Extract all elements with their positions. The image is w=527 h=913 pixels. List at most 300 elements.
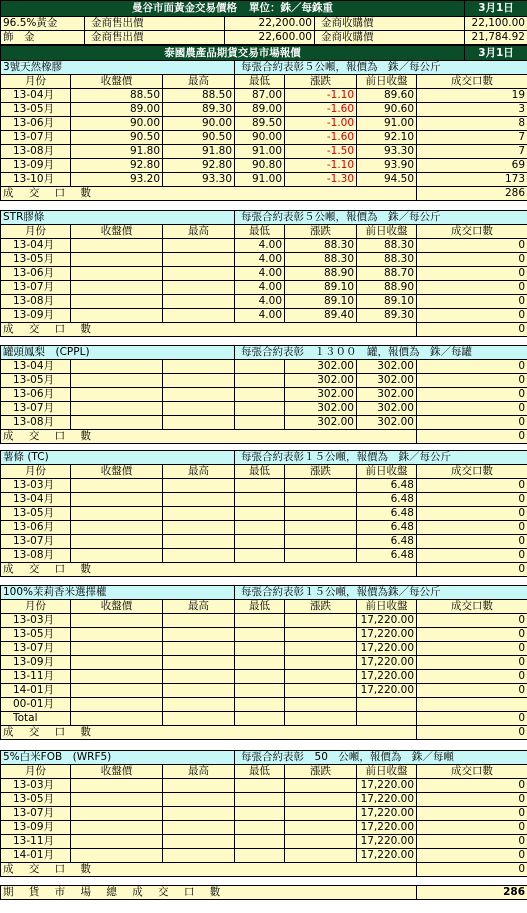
volume-cell: 0 [417, 521, 527, 535]
month-cell: 13-05月 [1, 793, 71, 807]
month-cell: 13-07月 [1, 131, 71, 145]
volume-cell: 69 [417, 159, 527, 173]
high-cell [163, 239, 235, 253]
high-cell [163, 388, 235, 402]
close-cell [71, 628, 163, 642]
low-cell [235, 402, 285, 416]
close-cell [71, 416, 163, 430]
close-cell: 91.80 [71, 145, 163, 159]
month-cell: Total [1, 712, 71, 726]
change-cell [285, 535, 357, 549]
table-row [1, 656, 527, 670]
table-row [1, 779, 527, 793]
close-header: 收盤價 [71, 75, 163, 89]
month-cell: 13-05月 [1, 253, 71, 267]
commodity-table [0, 750, 527, 877]
prev-close-cell: 91.00 [357, 117, 417, 131]
volume-total-row [1, 726, 527, 740]
low-cell [235, 656, 285, 670]
table-row [1, 253, 527, 267]
close-cell: 90.00 [71, 117, 163, 131]
high-cell [163, 670, 235, 684]
month-cell: 13-07月 [1, 281, 71, 295]
section-header-row [1, 751, 527, 765]
change-cell [285, 493, 357, 507]
volume-cell: 0 [417, 835, 527, 849]
grand-total-table [0, 885, 527, 900]
commodity-table [0, 450, 527, 577]
month-cell: 13-08月 [1, 145, 71, 159]
volume-cell: 0 [417, 493, 527, 507]
high-header: 最高 [163, 75, 235, 89]
high-cell [163, 309, 235, 323]
volume-header: 成交口數 [417, 600, 527, 614]
low-cell: 89.50 [235, 117, 285, 131]
close-cell: 92.80 [71, 159, 163, 173]
change-header: 漲跌 [285, 765, 357, 779]
low-cell [235, 416, 285, 430]
month-cell: 13-03月 [1, 614, 71, 628]
sell-label: 金商售出價 [85, 31, 225, 45]
gold-title-row [1, 1, 527, 17]
section-header-row [1, 61, 527, 75]
low-cell [235, 628, 285, 642]
change-cell: 89.40 [285, 309, 357, 323]
high-cell [163, 642, 235, 656]
prev-close-cell: 88.90 [357, 281, 417, 295]
volume-cell [417, 698, 527, 712]
volume-cell: 0 [417, 628, 527, 642]
high-cell [163, 684, 235, 698]
close-cell [71, 281, 163, 295]
change-cell [285, 698, 357, 712]
table-row [1, 103, 527, 117]
month-cell: 13-09月 [1, 821, 71, 835]
table-row [1, 835, 527, 849]
high-cell [163, 281, 235, 295]
low-cell [235, 849, 285, 863]
column-header-row [1, 225, 527, 239]
prev-close-cell: 88.30 [357, 253, 417, 267]
volume-cell: 0 [417, 416, 527, 430]
high-cell: 93.30 [163, 173, 235, 187]
contract-note: 每張合約表彰１５公噸，報價為銖／每公斤 [235, 586, 527, 600]
low-cell [235, 779, 285, 793]
prev-close-cell: 17,220.00 [357, 835, 417, 849]
change-cell [285, 835, 357, 849]
month-cell: 13-06月 [1, 117, 71, 131]
volume-cell: 3 [417, 103, 527, 117]
table-row [1, 807, 527, 821]
prev-close-cell: 92.10 [357, 131, 417, 145]
low-cell [235, 549, 285, 563]
table-row [1, 849, 527, 863]
close-cell [71, 793, 163, 807]
prev-close-cell: 302.00 [357, 360, 417, 374]
low-header: 最低 [235, 765, 285, 779]
table-row [1, 281, 527, 295]
volume-total-row [1, 430, 527, 444]
close-header: 收盤價 [71, 600, 163, 614]
table-row [1, 89, 527, 103]
close-cell: 89.00 [71, 103, 163, 117]
low-cell: 89.00 [235, 103, 285, 117]
volume-cell: 0 [417, 821, 527, 835]
prev-close-cell: 302.00 [357, 388, 417, 402]
commodity-name: 罐頭鳳梨 (CPPL) [1, 346, 235, 360]
month-cell: 13-04月 [1, 89, 71, 103]
commodity-table [0, 60, 527, 201]
high-cell: 89.30 [163, 103, 235, 117]
prev-close-cell: 17,220.00 [357, 656, 417, 670]
high-cell [163, 521, 235, 535]
volume-total-label: 成 交 口 數 [1, 430, 417, 444]
prev-close-cell: 302.00 [357, 416, 417, 430]
high-cell [163, 360, 235, 374]
volume-cell: 0 [417, 779, 527, 793]
volume-cell: 0 [417, 253, 527, 267]
month-cell: 13-05月 [1, 103, 71, 117]
sell-price: 22,600.00 [225, 31, 315, 45]
low-cell [235, 835, 285, 849]
low-cell [235, 807, 285, 821]
prev-close-cell [357, 712, 417, 726]
close-cell [71, 779, 163, 793]
volume-total-label: 成 交 口 數 [1, 563, 417, 577]
volume-cell: 19 [417, 89, 527, 103]
change-cell: -1.60 [285, 131, 357, 145]
change-cell [285, 712, 357, 726]
table-row [1, 684, 527, 698]
prev-close-cell: 89.10 [357, 295, 417, 309]
volume-cell: 0 [417, 807, 527, 821]
low-cell [235, 374, 285, 388]
table-row [1, 374, 527, 388]
high-cell [163, 549, 235, 563]
change-cell [285, 807, 357, 821]
volume-cell: 0 [417, 793, 527, 807]
prev-close-cell: 17,220.00 [357, 642, 417, 656]
volume-cell: 0 [417, 614, 527, 628]
table-row [1, 239, 527, 253]
high-cell [163, 253, 235, 267]
prev-close-header: 前日收盤 [357, 465, 417, 479]
change-cell: -1.10 [285, 159, 357, 173]
prev-close-cell: 17,220.00 [357, 807, 417, 821]
close-cell [71, 642, 163, 656]
close-cell [71, 239, 163, 253]
month-cell: 13-09月 [1, 159, 71, 173]
low-header: 最低 [235, 225, 285, 239]
high-cell [163, 535, 235, 549]
close-cell [71, 656, 163, 670]
table-row [1, 416, 527, 430]
prev-close-cell: 89.60 [357, 89, 417, 103]
commodity-name: 薯條 (TC) [1, 451, 235, 465]
section-header-row [1, 211, 527, 225]
gold-row [1, 17, 527, 31]
low-cell: 4.00 [235, 253, 285, 267]
close-cell [71, 402, 163, 416]
contract-note: 每張合約表彰５公噸，報價為 銖／每公斤 [235, 61, 527, 75]
change-cell: 88.30 [285, 239, 357, 253]
prev-close-cell [357, 698, 417, 712]
close-cell [71, 807, 163, 821]
low-cell: 4.00 [235, 267, 285, 281]
month-cell: 13-03月 [1, 479, 71, 493]
high-cell [163, 267, 235, 281]
low-cell [235, 479, 285, 493]
high-cell: 91.80 [163, 145, 235, 159]
change-cell: 302.00 [285, 374, 357, 388]
low-cell: 90.00 [235, 131, 285, 145]
month-cell: 13-07月 [1, 642, 71, 656]
table-row [1, 628, 527, 642]
gold-title-cell [1, 1, 465, 17]
high-cell: 88.50 [163, 89, 235, 103]
table-row [1, 131, 527, 145]
close-cell [71, 698, 163, 712]
high-cell [163, 656, 235, 670]
table-row [1, 670, 527, 684]
high-cell [163, 835, 235, 849]
commodity-name: 3號天然橡膠 [1, 61, 235, 75]
table-row [1, 507, 527, 521]
prev-close-cell: 6.48 [357, 549, 417, 563]
high-cell: 92.80 [163, 159, 235, 173]
high-cell [163, 479, 235, 493]
close-header: 收盤價 [71, 465, 163, 479]
volume-total-value: 0 [417, 430, 527, 444]
change-cell: -1.10 [285, 89, 357, 103]
table-row [1, 712, 527, 726]
close-cell [71, 253, 163, 267]
table-row [1, 295, 527, 309]
change-header: 漲跌 [285, 75, 357, 89]
volume-cell: 0 [417, 295, 527, 309]
close-cell [71, 360, 163, 374]
month-cell: 13-11月 [1, 835, 71, 849]
volume-cell: 0 [417, 642, 527, 656]
high-header: 最高 [163, 465, 235, 479]
section-header-row [1, 346, 527, 360]
low-cell [235, 360, 285, 374]
low-cell [235, 507, 285, 521]
change-cell: 302.00 [285, 402, 357, 416]
commodity-name: STR膠條 [1, 211, 235, 225]
sell-price: 22,200.00 [225, 17, 315, 31]
close-cell [71, 374, 163, 388]
close-cell [71, 684, 163, 698]
volume-total-row [1, 323, 527, 337]
month-header: 月份 [1, 765, 71, 779]
commodity-table [0, 210, 527, 337]
table-row [1, 493, 527, 507]
volume-total-label: 成 交 口 數 [1, 187, 417, 201]
table-row [1, 173, 527, 187]
low-cell: 4.00 [235, 239, 285, 253]
volume-cell: 0 [417, 684, 527, 698]
prev-close-cell: 89.30 [357, 309, 417, 323]
commodity-name: 100%茉莉香米選擇權 [1, 586, 235, 600]
change-cell [285, 793, 357, 807]
change-cell [285, 821, 357, 835]
low-header: 最低 [235, 465, 285, 479]
close-cell [71, 670, 163, 684]
month-header: 月份 [1, 75, 71, 89]
commodity-table [0, 345, 527, 444]
change-cell: -1.50 [285, 145, 357, 159]
volume-total-value: 0 [417, 726, 527, 740]
gold-name: 飾 金 [1, 31, 85, 45]
prev-close-cell: 6.48 [357, 507, 417, 521]
high-cell [163, 779, 235, 793]
high-header: 最高 [163, 765, 235, 779]
prev-close-cell: 88.30 [357, 239, 417, 253]
month-cell: 13-09月 [1, 656, 71, 670]
month-cell: 13-06月 [1, 267, 71, 281]
table-row [1, 388, 527, 402]
volume-header: 成交口數 [417, 465, 527, 479]
volume-cell: 173 [417, 173, 527, 187]
prev-close-cell: 302.00 [357, 374, 417, 388]
prev-close-header: 前日收盤 [357, 75, 417, 89]
prev-close-header: 前日收盤 [357, 600, 417, 614]
close-cell [71, 835, 163, 849]
low-cell [235, 614, 285, 628]
prev-close-cell: 17,220.00 [357, 670, 417, 684]
month-cell: 13-04月 [1, 239, 71, 253]
prev-close-cell: 88.70 [357, 267, 417, 281]
table-row [1, 549, 527, 563]
volume-total-row [1, 187, 527, 201]
grand-total-row [1, 886, 527, 900]
table-row [1, 145, 527, 159]
change-cell: 302.00 [285, 360, 357, 374]
prev-close-cell: 6.48 [357, 521, 417, 535]
low-header: 最低 [235, 75, 285, 89]
month-cell: 13-05月 [1, 628, 71, 642]
section-header-row [1, 451, 527, 465]
month-cell: 13-10月 [1, 173, 71, 187]
volume-cell: 0 [417, 309, 527, 323]
volume-cell: 8 [417, 117, 527, 131]
prev-close-header: 前日收盤 [357, 225, 417, 239]
low-cell: 91.00 [235, 145, 285, 159]
high-cell [163, 698, 235, 712]
month-cell: 13-11月 [1, 670, 71, 684]
table-row [1, 821, 527, 835]
high-cell [163, 793, 235, 807]
month-header: 月份 [1, 225, 71, 239]
volume-total-label: 成 交 口 數 [1, 726, 417, 740]
month-cell: 13-09月 [1, 309, 71, 323]
change-cell [285, 642, 357, 656]
high-cell [163, 821, 235, 835]
column-header-row [1, 765, 527, 779]
month-cell: 13-04月 [1, 360, 71, 374]
high-cell [163, 507, 235, 521]
prev-close-cell: 17,220.00 [357, 779, 417, 793]
month-cell: 00-01月 [1, 698, 71, 712]
change-cell [285, 479, 357, 493]
low-cell: 91.00 [235, 173, 285, 187]
change-cell: -1.60 [285, 103, 357, 117]
close-cell [71, 388, 163, 402]
high-cell [163, 493, 235, 507]
month-cell: 13-03月 [1, 779, 71, 793]
month-cell: 13-07月 [1, 535, 71, 549]
volume-total-value: 0 [417, 563, 527, 577]
buy-price: 22,100.00 [465, 17, 527, 31]
contract-note: 每張合約表彰１５公噸，報價為 銖／每公斤 [235, 451, 527, 465]
volume-cell: 0 [417, 281, 527, 295]
volume-cell: 0 [417, 360, 527, 374]
close-cell [71, 521, 163, 535]
month-cell: 13-07月 [1, 807, 71, 821]
contract-note: 每張合約表彰 50 公噸，報價為 銖／每噸 [235, 751, 527, 765]
table-row [1, 698, 527, 712]
gold-name: 96.5%黃金 [1, 17, 85, 31]
volume-cell: 7 [417, 145, 527, 159]
month-cell: 14-01月 [1, 849, 71, 863]
month-cell: 13-05月 [1, 374, 71, 388]
close-cell [71, 614, 163, 628]
table-row [1, 159, 527, 173]
prev-close-cell: 17,220.00 [357, 849, 417, 863]
grand-total-value: 286 [417, 886, 527, 900]
month-cell: 14-01月 [1, 684, 71, 698]
gold-price-table [0, 0, 527, 45]
gold-title: 曼谷市面黃金交易價格 [132, 2, 237, 14]
volume-cell: 0 [417, 670, 527, 684]
prev-close-cell: 17,220.00 [357, 614, 417, 628]
buy-label: 金商收購價 [315, 31, 465, 45]
contract-note: 每張合約表彰 １３００ 罐，報價為 銖／每罐 [235, 346, 527, 360]
close-cell [71, 821, 163, 835]
close-cell [71, 309, 163, 323]
close-cell [71, 849, 163, 863]
low-cell [235, 535, 285, 549]
month-header: 月份 [1, 600, 71, 614]
low-cell: 87.00 [235, 89, 285, 103]
high-cell [163, 712, 235, 726]
high-cell [163, 402, 235, 416]
high-cell [163, 628, 235, 642]
change-cell [285, 779, 357, 793]
prev-close-cell: 17,220.00 [357, 628, 417, 642]
change-cell: 89.10 [285, 281, 357, 295]
low-cell: 4.00 [235, 295, 285, 309]
month-cell: 13-04月 [1, 493, 71, 507]
buy-price: 21,784.92 [465, 31, 527, 45]
low-cell [235, 684, 285, 698]
low-cell [235, 642, 285, 656]
low-cell [235, 521, 285, 535]
buy-label: 金商收購價 [315, 17, 465, 31]
close-cell [71, 507, 163, 521]
volume-total-label: 成 交 口 數 [1, 323, 417, 337]
volume-cell: 0 [417, 374, 527, 388]
month-cell: 13-05月 [1, 507, 71, 521]
table-row [1, 309, 527, 323]
month-cell: 13-06月 [1, 388, 71, 402]
month-cell: 13-08月 [1, 416, 71, 430]
column-header-row [1, 465, 527, 479]
close-cell [71, 535, 163, 549]
change-cell: 89.10 [285, 295, 357, 309]
low-cell: 90.80 [235, 159, 285, 173]
